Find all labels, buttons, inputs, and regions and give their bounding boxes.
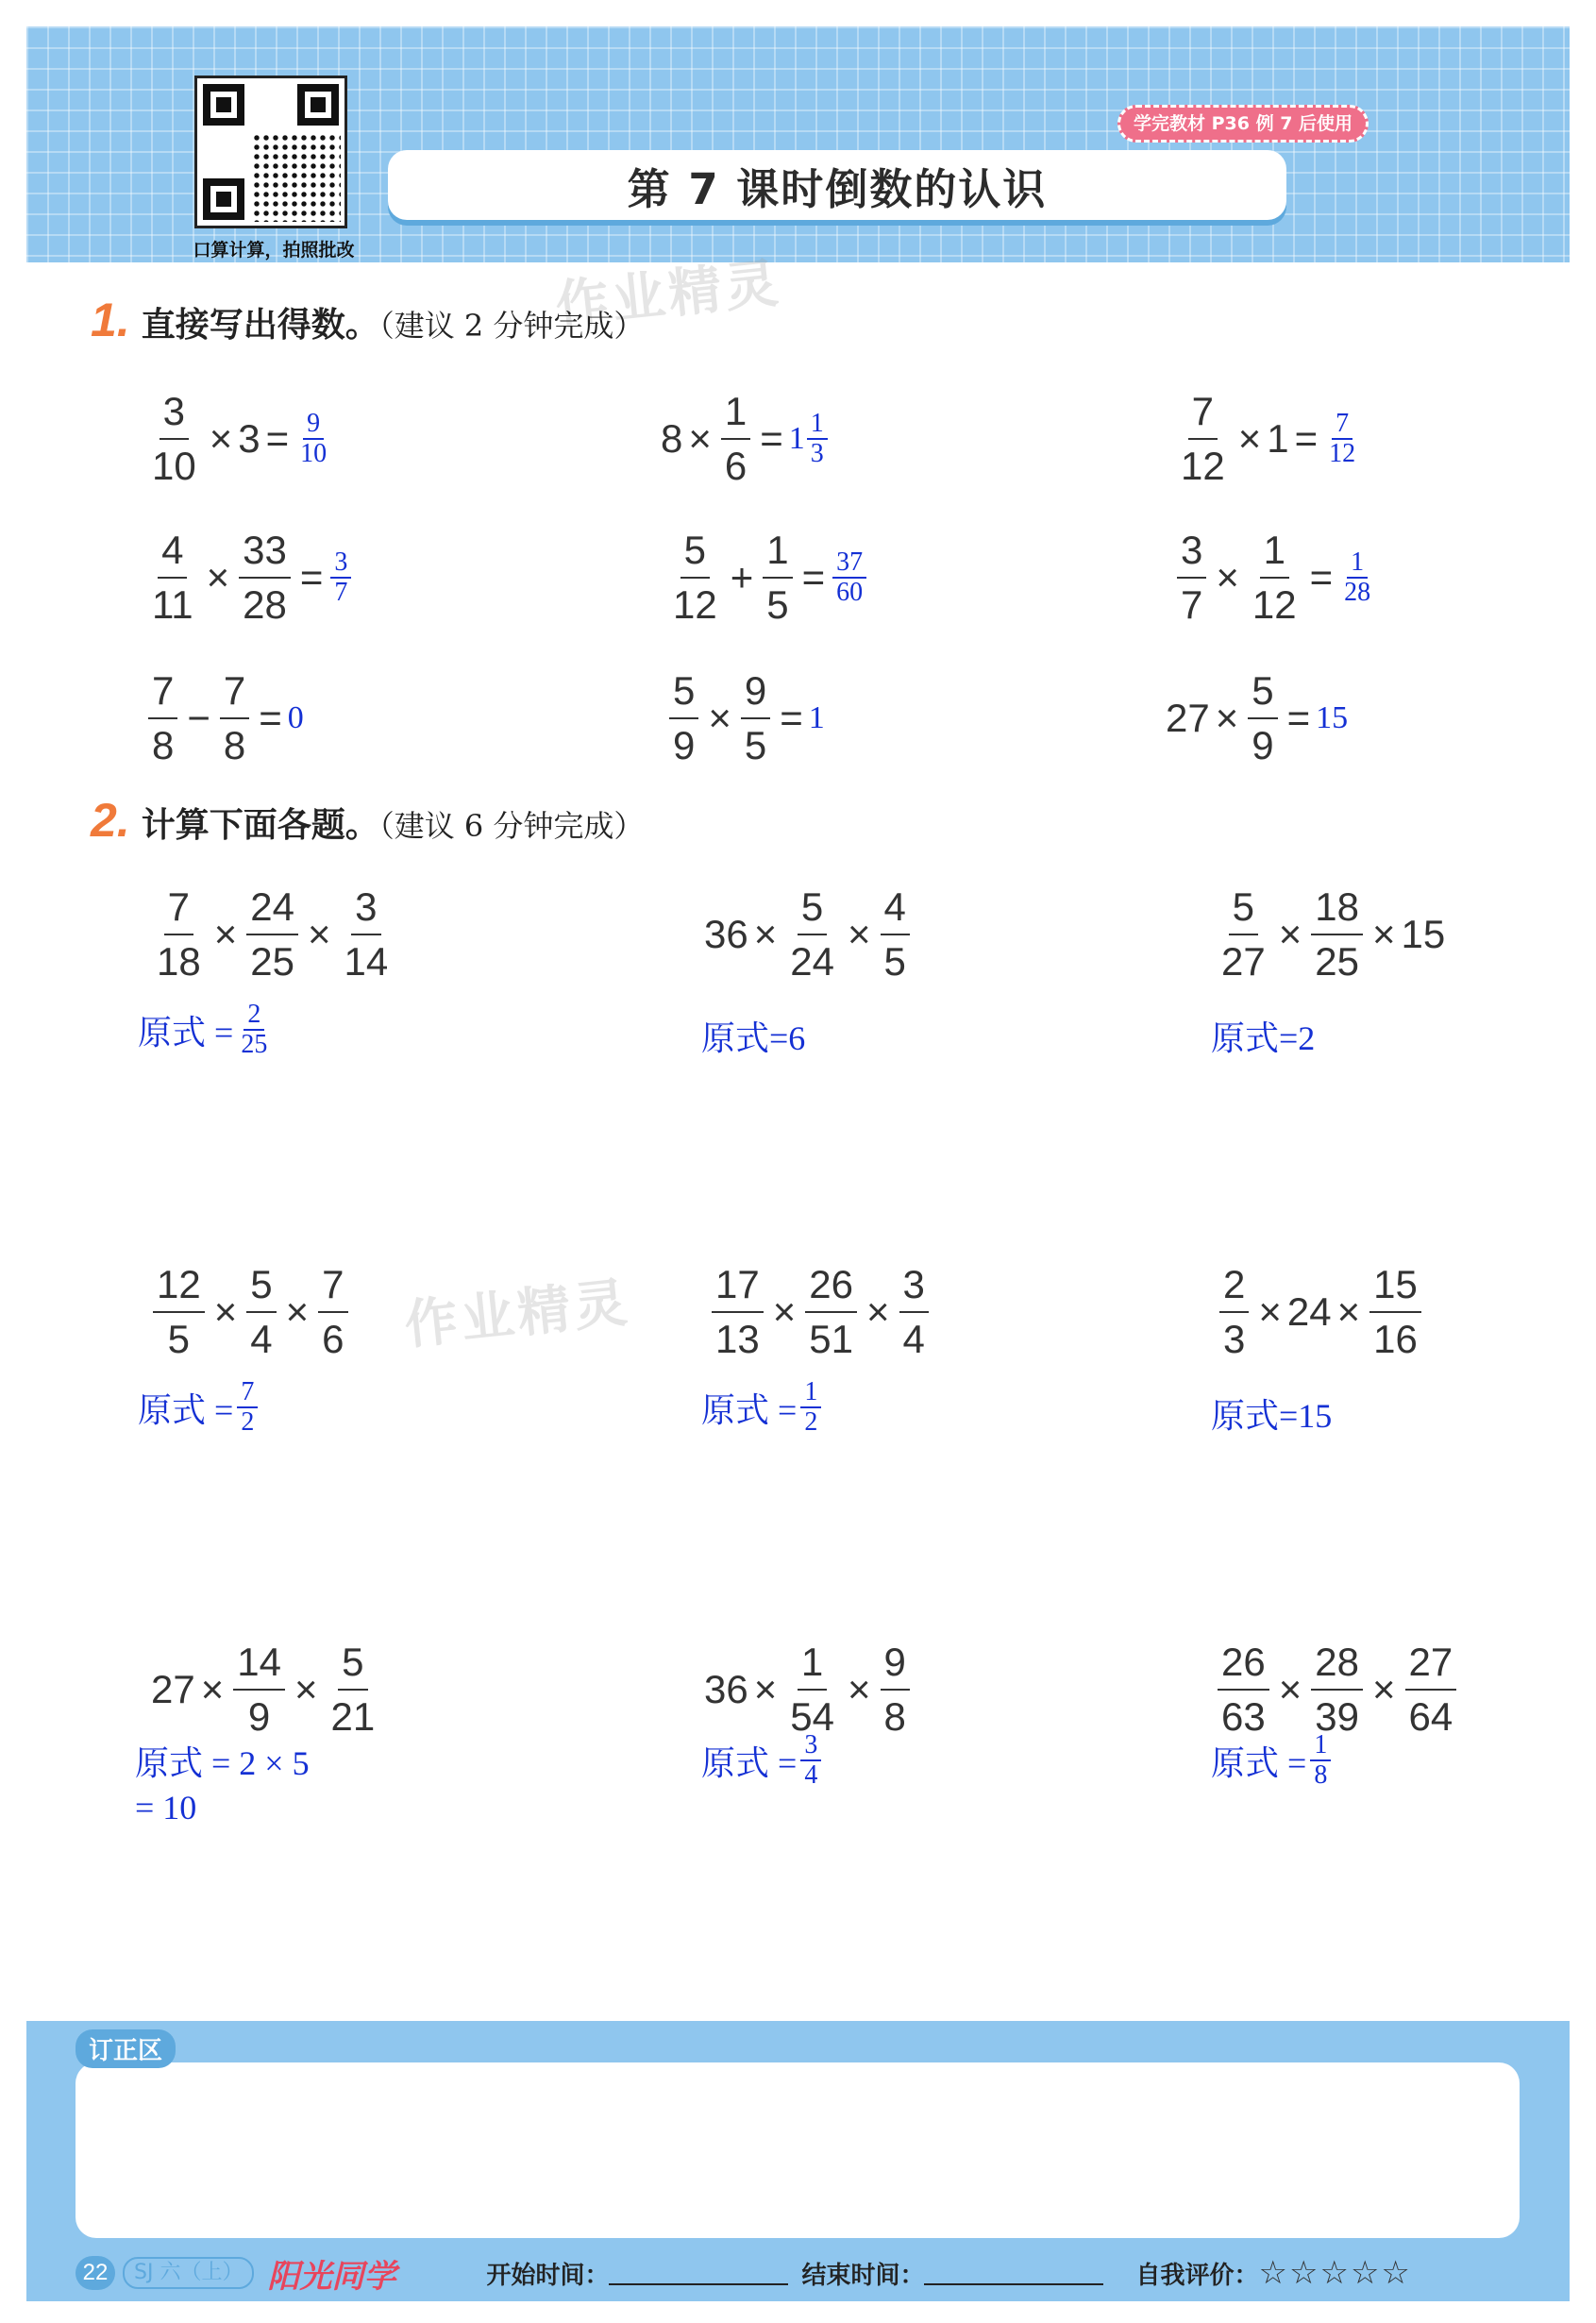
- q1-answer: 15: [1316, 700, 1349, 735]
- q1-answer: $\frac{7}{12}$: [1329, 409, 1356, 468]
- q2-expression: 36 × $\frac{1}{54}$ × $\frac{9}{8}$: [704, 1636, 914, 1743]
- q2-expression: $\frac{17}{13}$ × $\frac{26}{51}$ × $\frac{3}{4}$: [708, 1258, 932, 1366]
- q2-work: 原式 = $\frac{1}{8}$: [1211, 1731, 1335, 1790]
- q2-expression: $\frac{7}{18}$ × $\frac{24}{25}$ × $\frac{3}{14}$: [149, 881, 395, 988]
- correction-area[interactable]: [76, 2062, 1520, 2238]
- grade-badge: SJ 六（上）: [123, 2257, 254, 2289]
- q1-item: $\frac{7}{8}$ − $\frac{7}{8}$ = 0: [144, 665, 304, 772]
- q1-answer: $\frac{1}{28}$: [1344, 547, 1371, 607]
- brand-logo: 阳光同学: [267, 2257, 396, 2296]
- q2-expression: 27 × $\frac{14}{9}$ × $\frac{5}{21}$: [151, 1636, 382, 1743]
- end-time-field[interactable]: [924, 2261, 1103, 2285]
- q1-answer: 0: [287, 700, 304, 735]
- section-2-heading: 2. 计算下面各题。（建议 6 分钟完成）: [91, 794, 645, 847]
- rating-stars[interactable]: ☆☆☆☆☆: [1258, 2254, 1412, 2292]
- q1-answer: $\frac{9}{10}$: [300, 409, 328, 468]
- q1-item: $\frac{7}{12}$ × 1 = $\frac{7}{12}$: [1173, 385, 1361, 493]
- q1-item: $\frac{5}{12}$ + $\frac{1}{5}$ = $\frac{37}{60}$: [665, 524, 868, 631]
- footer: [76, 2252, 1520, 2294]
- q1-item: $\frac{4}{11}$ × $\frac{33}{28}$ = $\frac{3}{7}$: [144, 524, 353, 631]
- self-eval-label: 自我评价：: [1135, 2261, 1259, 2290]
- q1-item: $\frac{3}{10}$ × 3 = $\frac{9}{10}$: [144, 385, 332, 493]
- q1-item: $\frac{3}{7}$ × $\frac{1}{12}$ = $\frac{1}{28}$: [1173, 524, 1376, 631]
- correction-label: 订正区: [76, 2029, 176, 2068]
- lesson-title-box: [388, 150, 1286, 220]
- q1-answer: 1: [808, 700, 825, 735]
- q1-item: 8 × $\frac{1}{6}$ = 1 $\frac{1}{3}$: [661, 385, 830, 493]
- q1-answer: $\frac{37}{60}$: [831, 548, 868, 607]
- q2-expression: $\frac{2}{3}$ × 24 × $\frac{15}{16}$: [1216, 1258, 1425, 1366]
- q2-work: 原式 = 2 × 5: [135, 1744, 310, 1782]
- page-number: 22: [76, 2256, 115, 2290]
- q2-work: = 10: [135, 1789, 197, 1826]
- q2-work: 原式=15: [1211, 1397, 1333, 1435]
- q2-expression: 36 × $\frac{5}{24}$ × $\frac{4}{5}$: [704, 881, 914, 988]
- q1-answer: $\frac{3}{7}$: [328, 548, 353, 607]
- q2-expression: $\frac{5}{27}$ × $\frac{18}{25}$ × 15: [1214, 881, 1445, 988]
- q2-work: 原式=6: [701, 1019, 806, 1057]
- q2-work: 原式 = $\frac{1}{2}$: [701, 1378, 825, 1437]
- qr-code[interactable]: [194, 76, 347, 228]
- watermark: 作业精灵: [401, 1271, 634, 1357]
- start-time-field[interactable]: [609, 2261, 788, 2285]
- lesson-topic: 倒数的认识: [825, 163, 1048, 214]
- q2-expression: $\frac{12}{5}$ × $\frac{5}{4}$ × $\frac{7}{6}$: [149, 1258, 352, 1366]
- qr-caption: 口算计算，拍照批改: [193, 241, 355, 261]
- q2-work: 原式 = $\frac{2}{25}$: [138, 1000, 268, 1059]
- q1-item: 27 × $\frac{5}{9}$ = 15: [1166, 665, 1348, 772]
- q2-work: 原式 = $\frac{3}{4}$: [701, 1731, 825, 1790]
- section-1-heading: 1. 直接写出得数。（建议 2 分钟完成）: [91, 294, 645, 346]
- watermark: 作业精灵: [552, 252, 785, 338]
- q2-work: 原式 = $\frac{7}{2}$: [138, 1378, 261, 1437]
- end-time-label: 结束时间：: [801, 2261, 925, 2290]
- lesson-number: 第 7 课时: [627, 163, 826, 214]
- worksheet-page: [26, 26, 1570, 2301]
- q2-expression: $\frac{26}{63}$ × $\frac{28}{39}$ × $\frac{27}{64}$: [1214, 1636, 1460, 1743]
- start-time-label: 开始时间：: [486, 2261, 610, 2290]
- q1-answer: 1 $\frac{1}{3}$: [789, 410, 830, 468]
- usage-tag: 学完教材 P36 例 7 后使用: [1117, 105, 1369, 143]
- q1-item: $\frac{5}{9}$ × $\frac{9}{5}$ = 1: [665, 665, 825, 772]
- q2-work: 原式=2: [1211, 1019, 1316, 1057]
